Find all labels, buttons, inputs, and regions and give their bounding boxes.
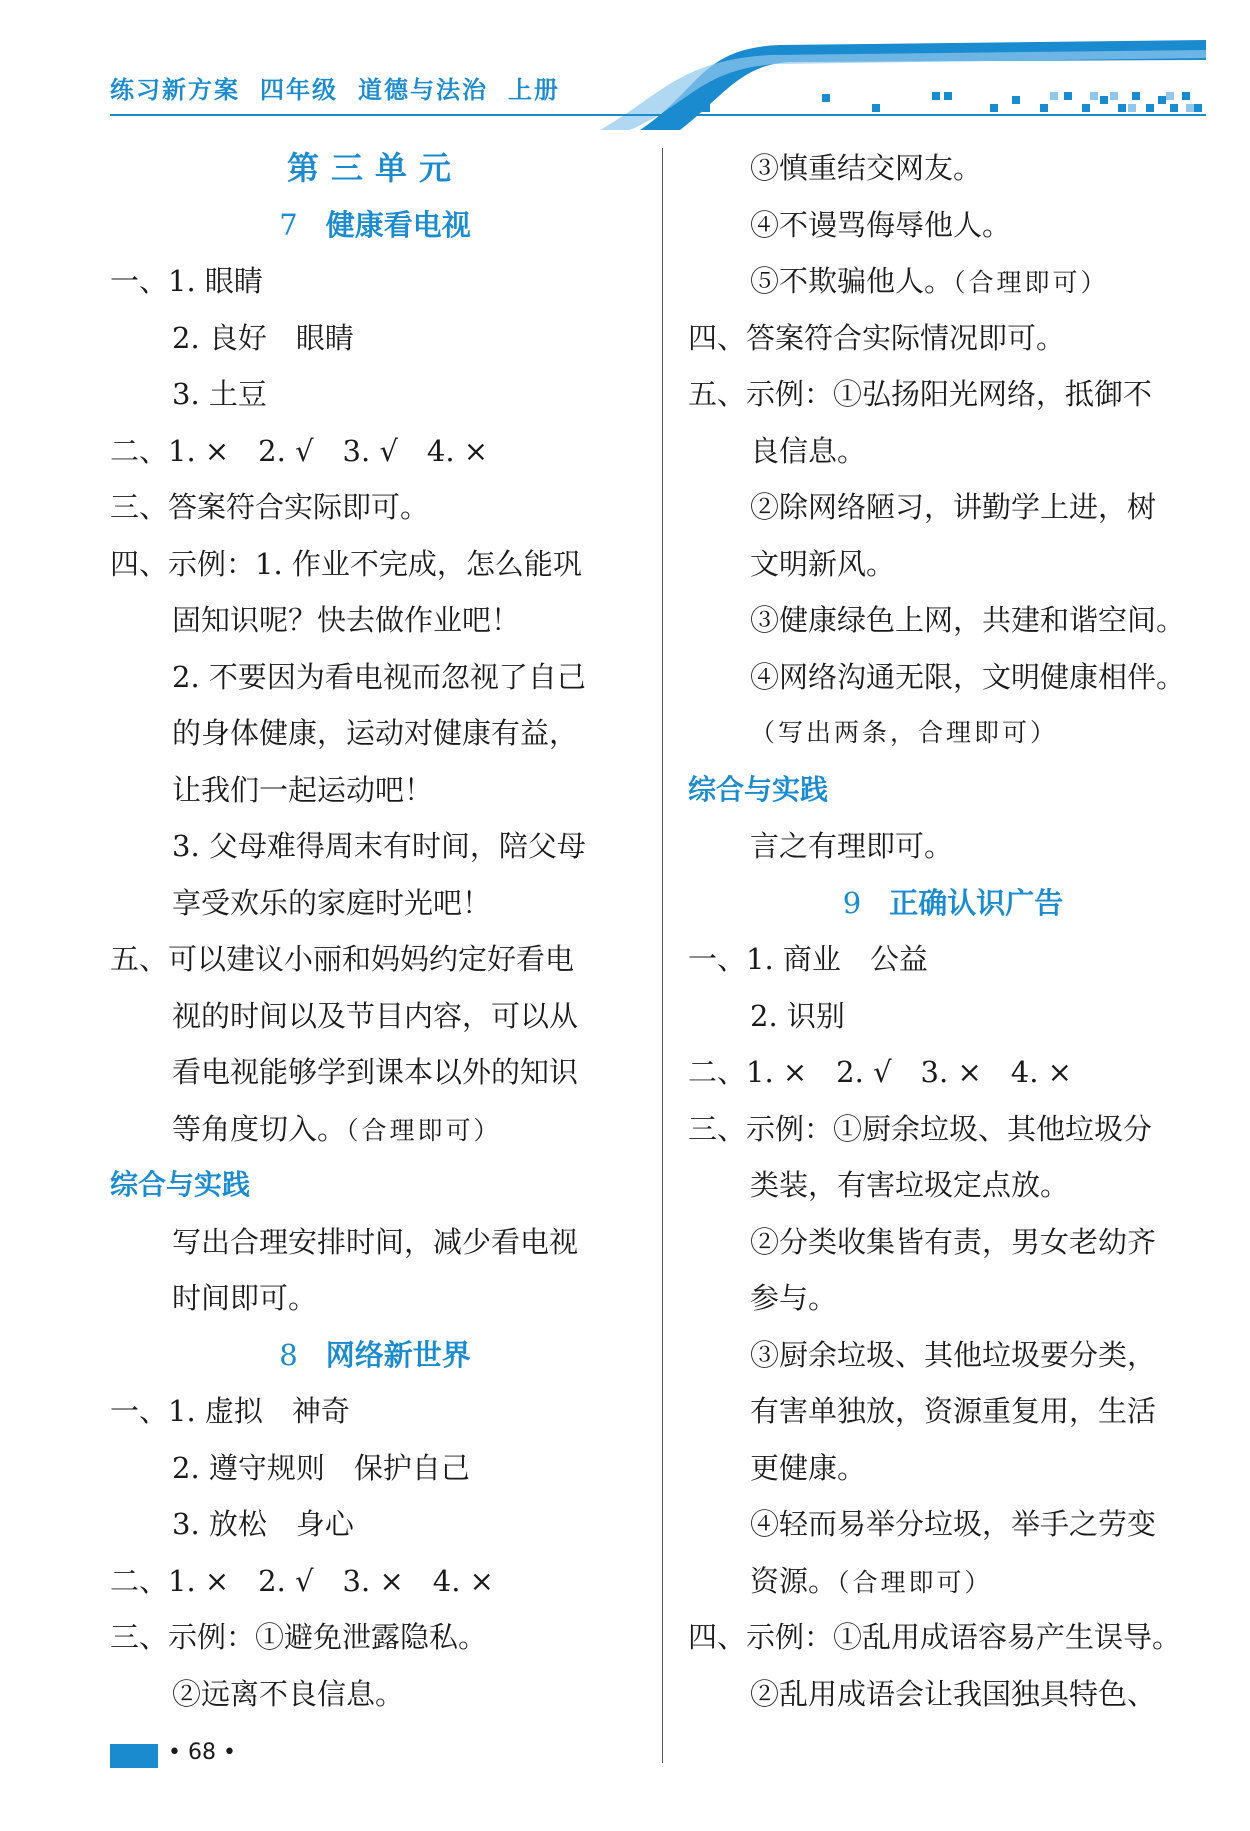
answer-text: 等角度切入。 [172, 1111, 347, 1146]
answer-note: （合理即可） [953, 268, 1109, 297]
lesson-name: 网络新世界 [325, 1337, 471, 1372]
answer-text: ⑤不欺骗他人。 [750, 264, 954, 298]
answer-line: 三、示例：①厨余垃圾、其他垃圾分 [688, 1111, 1153, 1146]
answer-line: 视的时间以及节目内容，可以从 [172, 998, 579, 1033]
grade-label: 四年级 [260, 76, 338, 104]
answer-line: ③厨余垃圾、其他垃圾要分类， [750, 1337, 1157, 1372]
lesson-7-title [110, 197, 640, 254]
answer-line: 的身体健康，运动对健康有益， [172, 716, 579, 750]
answer-line: ②分类收集皆有责，男女老幼齐 [750, 1224, 1157, 1259]
volume-label: 上册 [508, 76, 560, 104]
answer-line: ③慎重结交网友。 [750, 151, 983, 185]
lesson-number: 9 [842, 885, 862, 920]
answer-line: ④轻而易举分垃圾，举手之劳变 [750, 1507, 1157, 1541]
answer-line [688, 1553, 1218, 1610]
subject-label: 道德与法治 [358, 76, 488, 104]
answer-line [110, 1101, 640, 1158]
answer-line: 四、示例：①乱用成语容易产生误导。 [688, 1620, 1182, 1654]
answer-text: 资源。 [750, 1563, 838, 1598]
answer-line: 时间即可。 [172, 1281, 318, 1315]
answer-line: 一、1. 虚拟 神奇 [110, 1394, 350, 1428]
answer-note: （写出两条，合理即可） [750, 718, 1059, 747]
answer-line: ④网络沟通无限，文明健康相伴。 [750, 659, 1186, 694]
answer-line: 类装，有害垃圾定点放。 [750, 1168, 1070, 1202]
answer-line: 良信息。 [750, 433, 867, 468]
answer-line: 一、1. 眼睛 [110, 264, 263, 298]
lesson-9-title [688, 875, 1218, 932]
answer-line: 五、可以建议小丽和妈妈约定好看电 [110, 942, 575, 976]
answer-line: ④不谩骂侮辱他人。 [750, 207, 1012, 242]
header-decoration [0, 0, 1250, 130]
answer-line: 文明新风。 [750, 546, 896, 581]
answer-line: 二、1. × 2. √ 3. √ 4. × [110, 433, 489, 468]
answer-line: 享受欢乐的家庭时光吧！ [172, 885, 492, 920]
series-name: 练习新方案 [110, 76, 240, 104]
answer-line: 让我们一起运动吧！ [172, 772, 434, 807]
answer-line: 二、1. × 2. √ 3. × 4. × [110, 1563, 494, 1598]
answer-line: 固知识呢？快去做作业吧！ [172, 603, 521, 637]
answer-line: 五、示例：①弘扬阳光网络，抵御不 [688, 377, 1153, 411]
answer-line: 3. 放松 身心 [172, 1507, 354, 1541]
lesson-8-title [110, 1327, 640, 1384]
column-divider [662, 148, 663, 1763]
answer-line: 写出合理安排时间，减少看电视 [172, 1224, 579, 1259]
answer-line: 三、答案符合实际即可。 [110, 490, 430, 524]
answer-line: 2. 不要因为看电视而忽视了自己 [172, 659, 586, 694]
answer-line: 3. 土豆 [172, 377, 267, 411]
page-header [0, 0, 1250, 130]
lesson-name: 正确认识广告 [889, 885, 1064, 920]
answer-line: 3. 父母难得周末有时间，陪父母 [172, 829, 586, 863]
answer-line: 二、1. × 2. √ 3. × 4. × [688, 1055, 1072, 1089]
answer-line [688, 253, 1218, 310]
answer-line: 三、示例：①避免泄露隐私。 [110, 1620, 488, 1654]
answer-line: 看电视能够学到课本以外的知识 [172, 1055, 579, 1089]
lesson-number: 7 [279, 207, 298, 242]
answer-line: ②乱用成语会让我国独具特色、 [750, 1676, 1157, 1711]
practice-heading: 综合与实践 [110, 1168, 251, 1201]
answer-line: ②远离不良信息。 [172, 1676, 405, 1711]
answer-note: （合理即可） [346, 1115, 502, 1145]
right-column [688, 140, 1218, 1722]
answer-line: 有害单独放，资源重复用，生活 [750, 1394, 1157, 1428]
answer-line: ③健康绿色上网，共建和谐空间。 [750, 603, 1186, 637]
answer-line: 言之有理即可。 [750, 829, 954, 863]
page-number: • 68 • [168, 1740, 236, 1765]
answer-line: 参与。 [750, 1281, 838, 1315]
practice-heading: 综合与实践 [688, 772, 829, 806]
unit-title: 第三单元 [286, 149, 463, 187]
answer-line: 2. 识别 [750, 998, 845, 1033]
lesson-name: 健康看电视 [325, 207, 471, 242]
answer-line: 四、答案符合实际情况即可。 [688, 320, 1066, 355]
answer-note: （合理即可） [837, 1567, 993, 1597]
answer-line: 一、1. 商业 公益 [688, 942, 928, 976]
answer-line: 四、示例：1. 作业不完成，怎么能巩 [110, 546, 582, 581]
answer-line: 更健康。 [750, 1450, 867, 1485]
page-number-mark [110, 1744, 158, 1768]
lesson-number: 8 [279, 1337, 298, 1372]
answer-line: ②除网络陋习，讲勤学上进，树 [750, 490, 1157, 524]
answer-line: 2. 良好 眼睛 [172, 320, 354, 355]
answer-line: 2. 遵守规则 保护自己 [172, 1450, 470, 1485]
left-column [110, 140, 640, 1722]
book-title [110, 70, 560, 105]
